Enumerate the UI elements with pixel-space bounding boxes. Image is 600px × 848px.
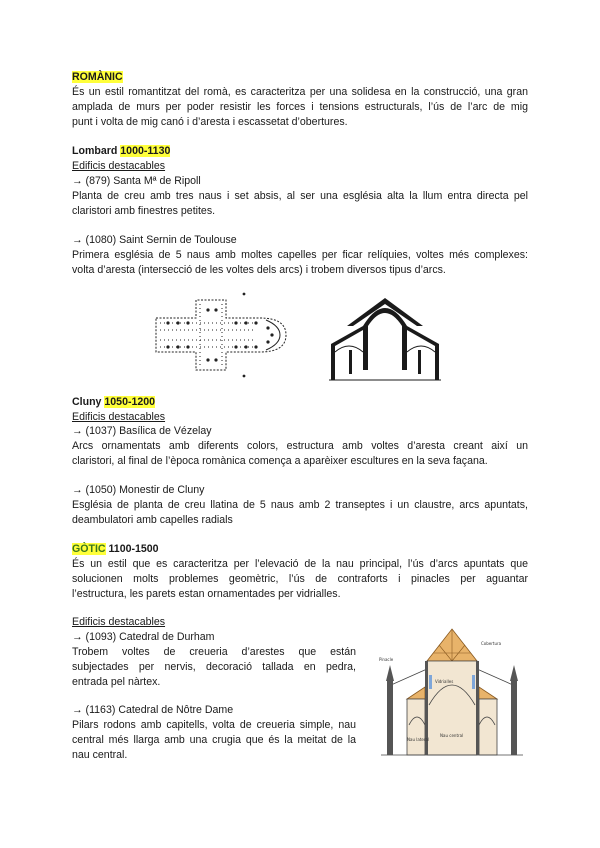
diagram-label-pinacle: Pinacle (379, 657, 394, 662)
romanic-intro-line-1: És un estil romantitzat del romà, es caracteritza per una solidesa en la construcció, una gran (72, 86, 528, 98)
cluny-item-1-desc-1: Arcs ornamentats amb diferents colors, estructura amb voltes d’aresta creant així un (72, 440, 528, 452)
gotic-intro-line-2: solucionen molts problemes geomètric, l’ús de contraforts i pinacles per aguantar (72, 573, 528, 585)
diagram-label-nau-lateral: Nau lateral (407, 737, 430, 742)
lombard-item-2: → (1080) Saint Sernin de Toulouse (72, 234, 237, 246)
romanic-intro-line-3: punt i volta de mig canó i d’aresta i escassetat d’obertures. (72, 116, 348, 128)
gotic-item-2-desc-2: central més llarga amb una crugia que és la meitat de la (72, 734, 356, 746)
gothic-cathedral-section-image (377, 625, 527, 765)
cluny-item-1: → (1037) Basílica de Vézelay (72, 425, 212, 437)
gotic-item-2-desc-3: nau central. (72, 749, 128, 761)
gotic-item-1-desc-1: Trobem voltes de creueria d’arestes que están (72, 646, 356, 658)
lombard-heading (72, 144, 170, 159)
gotic-item-1-desc-3: entrada pel nàrtex. (72, 676, 161, 688)
gotic-intro-line-1: És un estil que es caracteritza per l’elevació de la nau principal, l’ús d’arcs apuntats que (72, 558, 528, 570)
gotic-intro-line-3: l’estructura, les parets estan ornamentades per vidrialles. (72, 588, 341, 600)
lombard-item-1-desc-1: Planta de creu amb tres naus i set absis, al ser una església alta la llum entra directa pel (72, 190, 528, 202)
gotic-heading (72, 542, 159, 557)
romanic-intro-line-2: amplada de murs per poder resistir les forces i tensions estructurals, l’ús de l’arc de mig (72, 101, 528, 113)
gotic-title: GÒTIC (72, 543, 106, 555)
cluny-title: Cluny (72, 396, 102, 408)
cluny-item-2-desc-1: Església de planta de creu llatina de 5 naus amb 2 transeptes i un claustre, arcs apuntats, (72, 499, 528, 511)
church-section-image (325, 292, 445, 382)
gotic-item-1: → (1093) Catedral de Durham (72, 631, 215, 643)
gotic-dates: 1100-1500 (108, 543, 159, 555)
diagram-label-vidrialles: Vidrialles (435, 679, 454, 684)
gotic-item-2-desc-1: Pilars rodons amb capitells, volta de creueria simple, nau (72, 719, 356, 731)
gotic-subheading: Edificis destacables (72, 616, 166, 628)
lombard-item-1-desc-2: claristori amb finestres petites. (72, 205, 216, 217)
cluny-dates: 1050-1200 (104, 396, 156, 408)
lombard-item-2-desc-1: Primera església de 5 naus amb moltes capelles per ficar relíquies, voltes més complexes: (72, 249, 528, 261)
lombard-title: Lombard (72, 145, 118, 157)
diagram-label-cobertura: Cobertura (481, 641, 502, 646)
cluny-subheading: Edificis destacables (72, 411, 166, 423)
cluny-item-2-desc-2: deambulatori amb capelles radials (72, 514, 233, 526)
church-floor-plan-image (148, 290, 298, 380)
lombard-dates: 1000-1130 (120, 145, 171, 157)
lombard-subheading: Edificis destacables (72, 160, 166, 172)
gotic-item-2: → (1163) Catedral de Nôtre Dame (72, 704, 234, 716)
cluny-item-2: → (1050) Monestir de Cluny (72, 484, 205, 496)
cluny-item-1-desc-2: claristori, al final de l’època romànica comença a aparèixer escultures en la seva façana. (72, 455, 488, 467)
romanic-heading: ROMÀNIC (72, 71, 123, 83)
gotic-item-1-desc-2: subjectades per nervis, decoració tallada en pedra, (72, 661, 356, 673)
diagram-label-nau-central: Nau central (440, 733, 464, 738)
lombard-item-2-desc-2: volta d’aresta (intersecció de les voltes dels arcs) i trobem diversos tipus d’arcs. (72, 264, 446, 276)
lombard-item-1: → (879) Santa Mª de Ripoll (72, 175, 201, 187)
cluny-heading (72, 395, 155, 410)
